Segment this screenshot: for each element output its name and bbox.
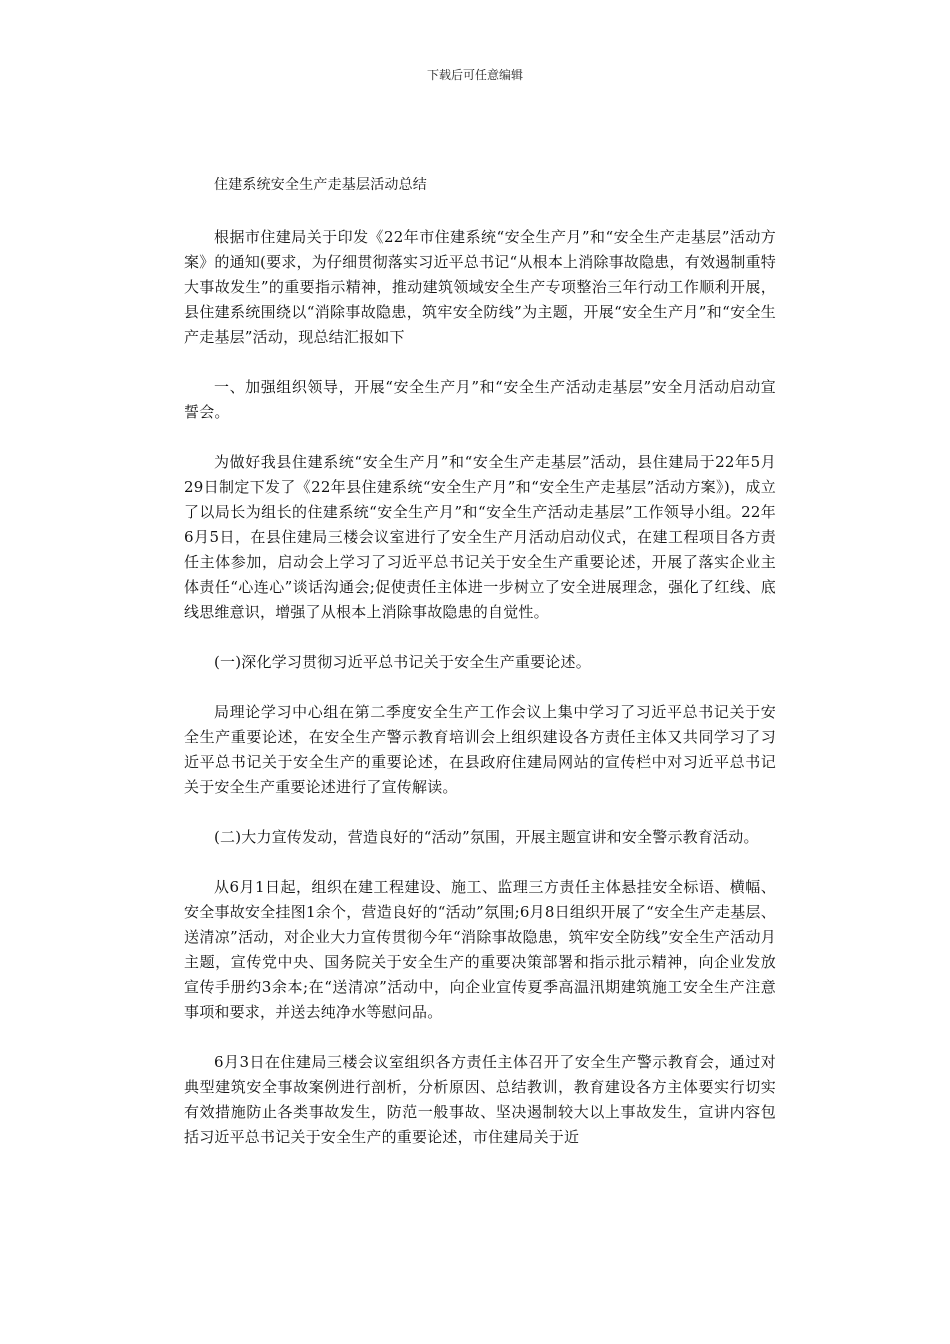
document-title: 住建系统安全生产走基层活动总结 xyxy=(214,177,427,193)
document-body xyxy=(184,173,776,1175)
paragraph-subsection-2b: 6月3日在住建局三楼会议室组织各方责任主体召开了安全生产警示教育会，通过对典型建筑安全事故案例进行剖析，分析原因、总结教训，教育建设各方主体要实行切实有效措施防止各类事故发生，防范一般事故、坚决遏制较大以上事故发生，宣讲内容包括习近平总书记关于安全生产的重要论述，市住建局关于近 xyxy=(184,1053,776,1146)
subsection-heading-2: (二)大力宣传发动，营造良好的“活动”氛围，开展主题宣讲和安全警示教育活动。 xyxy=(214,828,759,846)
download-note: 下载后可任意编辑 xyxy=(426,68,523,82)
paragraph-intro: 根据市住建局关于印发《22年市住建系统“安全生产月”和“安全生产走基层”活动方案》的通知(要求，为仔细贯彻落实习近平总书记“从根本上消除事故隐患，有效遏制重特大事故发生”的重要指示精神，推动建筑领域安全生产专项整治三年行动工作顺利开展，县住建系统围绕以“消除事故隐患，筑牢安全防线”为主题，开展“安全生产月”和“安全生产走基层”活动，现总结汇报如下 xyxy=(184,228,776,346)
section-heading-1: 一、加强组织领导，开展“安全生产月”和“安全生产活动走基层”安全月活动启动宣誓会。 xyxy=(184,378,776,421)
paragraph-section-1: 为做好我县住建系统“安全生产月”和“安全生产走基层”活动，县住建局于22年5月29日制定下发了《22年县住建系统“安全生产月”和“安全生产走基层”活动方案》)，成立了以局长为组长的住建系统“安全生产月”和“安全生产活动走基层”工作领导小组。22年6月5日，在县住建局三楼会议室进行了安全生产月活动启动仪式，在建工程项目各方责任主体参加，启动会上学习了习近平总书记关于安全生产重要论述，开展了落实企业主体责任“心连心”谈话沟通会;促使责任主体进一步树立了安全进展理念，强化了红线、底线思维意识，增强了从根本上消除事故隐患的自觉性。 xyxy=(184,453,776,621)
paragraph-subsection-2a: 从6月1日起，组织在建工程建设、施工、监理三方责任主体悬挂安全标语、横幅、安全事故安全挂图1余个，营造良好的“活动”氛围;6月8日组织开展了“安全生产走基层、送清凉”活动，对企业大力宣传贯彻今年“消除事故隐患，筑牢安全防线”安全生产活动月主题，宣传党中央、国务院关于安全生产的重要决策部署和指示批示精神，向企业发放宣传手册约3余本;在“送清凉”活动中，向企业宣传夏季高温汛期建筑施工安全生产注意事项和要求，并送去纯净水等慰问品。 xyxy=(184,878,776,1021)
paragraph-subsection-1: 局理论学习中心组在第二季度安全生产工作会议上集中学习了习近平总书记关于安全生产重要论述，在安全生产警示教育培训会上组织建设各方责任主体又共同学习了习近平总书记关于安全生产的重要论述，在县政府住建局网站的宣传栏中对习近平总书记关于安全生产重要论述进行了宣传解读。 xyxy=(184,703,776,796)
subsection-heading-1: (一)深化学习贯彻习近平总书记关于安全生产重要论述。 xyxy=(214,653,591,671)
